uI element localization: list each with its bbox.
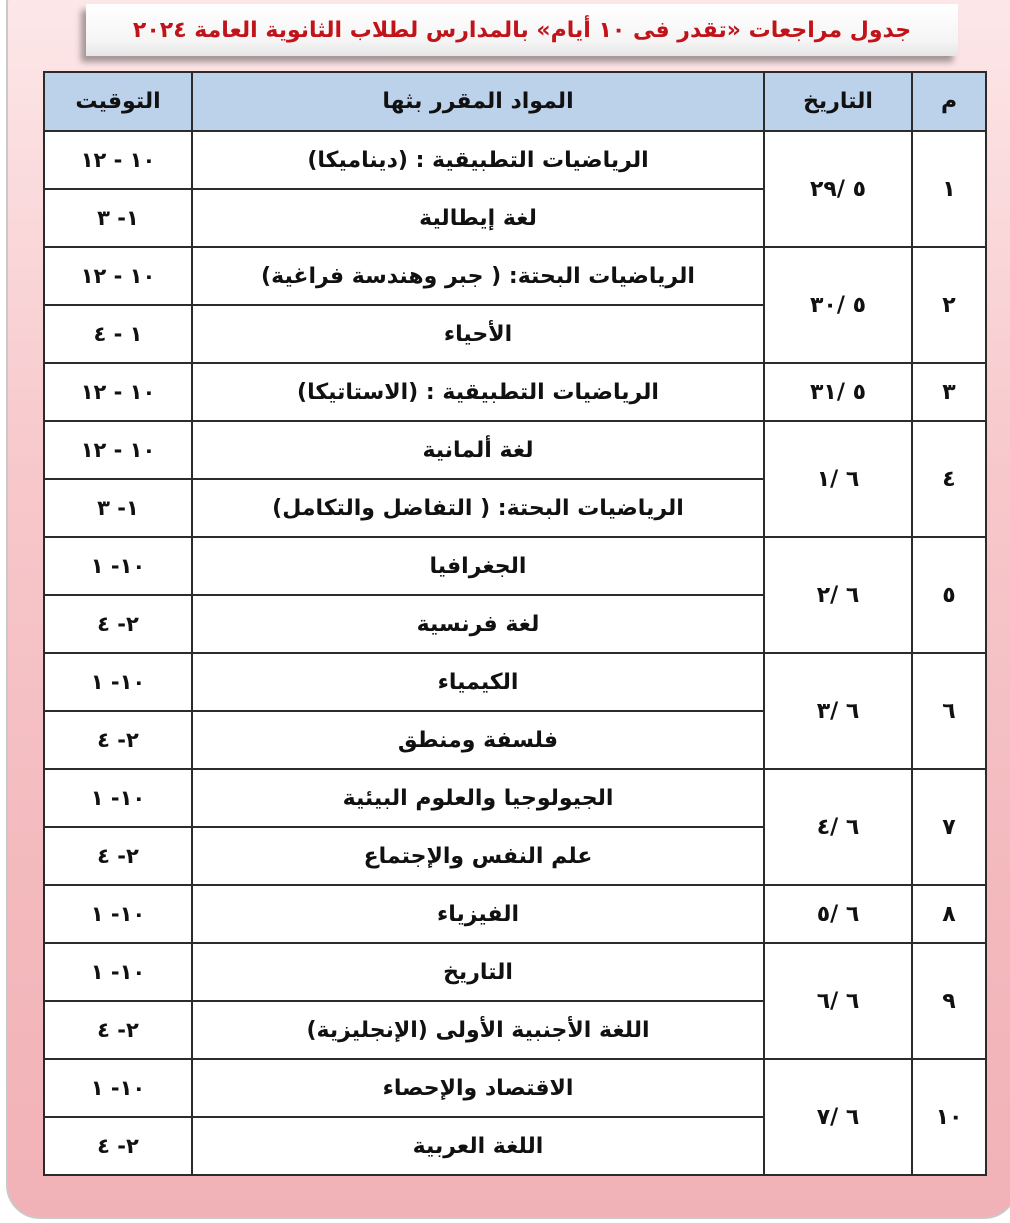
- subject-cell: اللغة العربية: [192, 1117, 764, 1175]
- schedule-body: [44, 131, 986, 1175]
- subject-cell: لغة ألمانية: [192, 421, 764, 479]
- header-row: [44, 72, 986, 131]
- schedule-table: [43, 71, 987, 1176]
- time-cell: ١٠- ١: [44, 537, 192, 595]
- time-cell: ١٠- ١: [44, 885, 192, 943]
- time-cell: ١٠ - ١٢: [44, 131, 192, 189]
- day-number: ١: [912, 131, 986, 247]
- day-date: ٦ /١: [764, 421, 912, 537]
- table-row: [44, 1059, 986, 1117]
- subject-cell: علم النفس والإجتماع: [192, 827, 764, 885]
- day-number: ٥: [912, 537, 986, 653]
- day-number: ٨: [912, 885, 986, 943]
- subject-cell: الرياضيات البحتة: ( التفاضل والتكامل): [192, 479, 764, 537]
- subject-cell: الرياضيات التطبيقية : (الاستاتيكا): [192, 363, 764, 421]
- time-cell: ٢- ٤: [44, 595, 192, 653]
- time-cell: ٢- ٤: [44, 1117, 192, 1175]
- page-title: جدول مراجعات «تقدر فى ١٠ أيام» بالمدارس لطلاب الثانوية العامة ٢٠٢٤: [132, 17, 912, 43]
- header-num: م: [912, 72, 986, 131]
- table-row: [44, 537, 986, 595]
- day-date: ٦ /٢: [764, 537, 912, 653]
- day-number: ٤: [912, 421, 986, 537]
- subject-cell: لغة إيطالية: [192, 189, 764, 247]
- time-cell: ١٠- ١: [44, 653, 192, 711]
- table-row: [44, 943, 986, 1001]
- day-number: ٩: [912, 943, 986, 1059]
- day-number: ٢: [912, 247, 986, 363]
- time-cell: ٢- ٤: [44, 1001, 192, 1059]
- table-row: [44, 131, 986, 189]
- table-row: [44, 421, 986, 479]
- time-cell: ١٠ - ١٢: [44, 421, 192, 479]
- day-date: ٥ /٣١: [764, 363, 912, 421]
- day-date: ٥ /٣٠: [764, 247, 912, 363]
- time-cell: ١ - ٤: [44, 305, 192, 363]
- time-cell: ١٠ - ١٢: [44, 363, 192, 421]
- subject-cell: الأحياء: [192, 305, 764, 363]
- time-cell: ١- ٣: [44, 189, 192, 247]
- time-cell: ٢- ٤: [44, 711, 192, 769]
- header-subjects: المواد المقرر بثها: [192, 72, 764, 131]
- table-row: [44, 363, 986, 421]
- subject-cell: اللغة الأجنبية الأولى (الإنجليزية): [192, 1001, 764, 1059]
- subject-cell: الجيولوجيا والعلوم البيئية: [192, 769, 764, 827]
- time-cell: ١٠ - ١٢: [44, 247, 192, 305]
- day-number: ٣: [912, 363, 986, 421]
- table-row: [44, 885, 986, 943]
- table-row: [44, 653, 986, 711]
- subject-cell: الجغرافيا: [192, 537, 764, 595]
- subject-cell: التاريخ: [192, 943, 764, 1001]
- day-date: ٦ /٣: [764, 653, 912, 769]
- table-row: [44, 247, 986, 305]
- header-date: التاريخ: [764, 72, 912, 131]
- subject-cell: الفيزياء: [192, 885, 764, 943]
- day-number: ٦: [912, 653, 986, 769]
- time-cell: ١٠- ١: [44, 1059, 192, 1117]
- header-time: التوقيت: [44, 72, 192, 131]
- table-row: [44, 769, 986, 827]
- subject-cell: الرياضيات البحتة: ( جبر وهندسة فراغية): [192, 247, 764, 305]
- title-banner: [86, 4, 958, 56]
- subject-cell: فلسفة ومنطق: [192, 711, 764, 769]
- subject-cell: الاقتصاد والإحصاء: [192, 1059, 764, 1117]
- day-date: ٦ /٥: [764, 885, 912, 943]
- subject-cell: الكيمياء: [192, 653, 764, 711]
- subject-cell: الرياضيات التطبيقية : (ديناميكا): [192, 131, 764, 189]
- day-date: ٥ /٢٩: [764, 131, 912, 247]
- day-date: ٦ /٤: [764, 769, 912, 885]
- time-cell: ٢- ٤: [44, 827, 192, 885]
- day-number: ١٠: [912, 1059, 986, 1175]
- time-cell: ١٠- ١: [44, 769, 192, 827]
- time-cell: ١- ٣: [44, 479, 192, 537]
- day-date: ٦ /٦: [764, 943, 912, 1059]
- day-number: ٧: [912, 769, 986, 885]
- time-cell: ١٠- ١: [44, 943, 192, 1001]
- day-date: ٦ /٧: [764, 1059, 912, 1175]
- subject-cell: لغة فرنسية: [192, 595, 764, 653]
